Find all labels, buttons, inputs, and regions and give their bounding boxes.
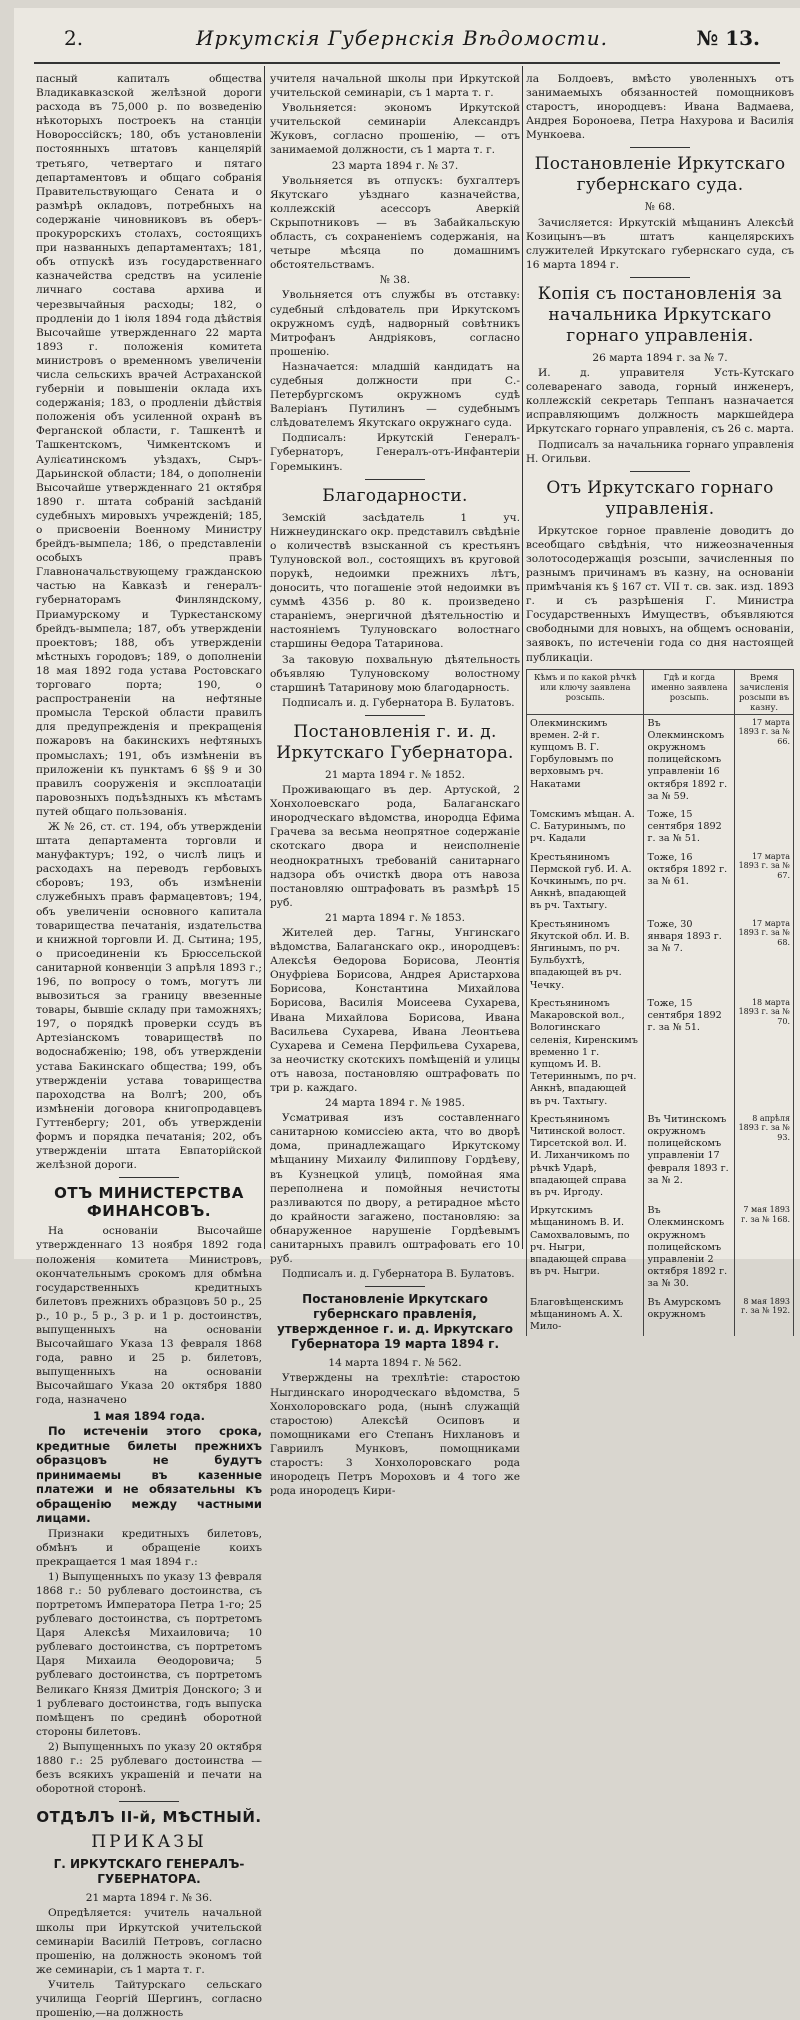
order-date: 23 марта 1894 г. № 37.: [331, 159, 459, 172]
separator: [630, 471, 690, 472]
order-date: 14 марта 1894 г. № 562.: [328, 1357, 462, 1370]
paragraph: На основаніи Высочайше утвержденнаго 13 ноября 1892 года положенія комитета Министровъ, окончательнымъ срокомъ для обмѣна государственныхъ кредитныхъ билетовъ прежнихъ образцовъ 50 р., 25 р., 10 р., 5 р., 3 р. и 1 р. достоинствъ, выпущенныхъ на основаніи Высочайшаго Указа 13 февраля 1868 года, равно и 25 р. билетовъ, выпущенныхъ на основаніи Высочайшаго Указа 20 октября 1880 года, назначено: [36, 1225, 262, 1407]
order-date: 21 марта 1894 г. № 1852.: [324, 768, 466, 781]
column-header: Гдѣ и когда именно заявлена розсыпь.: [644, 669, 735, 714]
deadline-date: 1 мая 1894 года.: [93, 1408, 205, 1423]
header-rule: [34, 62, 780, 64]
table-cell: Благовѣщенскимъ мѣщаниномъ А. Х. Мило-: [527, 1294, 644, 1337]
paragraph: Увольняется въ отпускъ: бухгалтеръ Якутскаго уѣзднаго казначейства, коллежскій асессоръ Аверкій Скрыпотниковъ — въ Забайкальскую область, съ сохраненіемъ содержанія, на четыре мѣсяца по домашнимъ обстоятельствамъ.: [270, 174, 520, 272]
paragraph: Усматривая изъ составленнаго санитарною комиссіею акта, что во дворѣ дома, принадлежащаго Иркутскому мѣщанину Михаилу Филиппову Гордѣеву, въ Кузнецкой улицѣ, помойная яма переполнена и помойныя нечистоты разливаются по двору, а ретирадное мѣсто до крайности загажено, постановляю: за обнаруженное нарушеніе Гордѣевымъ санитарныхъ правилъ оштрафовать его 10 руб.: [270, 1112, 520, 1266]
separator: [119, 1801, 179, 1802]
signature: Подписалъ за начальника горнаго управленія Н. Огильви.: [526, 438, 794, 465]
paragraph: Земскій засѣдатель 1 уч. Нижнеудинскаго окр. представилъ свѣдѣніе о количествѣ взысканной съ крестьянъ Тулуновской вол., состоящихъ въ круговой порукѣ, недоимки прежнихъ лѣтъ, доносить, что погашеніе этой недоимки въ суммѣ 4356 р. 80 к. произведено стараніемъ, энергичной дѣятельностію и настояніемъ Тулуновскаго волостнаго старшины Ѳедора Татаринова.: [270, 511, 520, 651]
section-heading-board: Постановленіе Иркутскаго губернскаго правленія, утвержденное г. и. д. Иркутскаго Губернатора 19 марта 1894 г.: [276, 1292, 513, 1352]
section-heading-thanks: Благодарности.: [322, 485, 468, 506]
signature: Подписалъ: Иркутскій Генералъ-Губернаторъ, Генералъ-отъ-Инфантеріи Горемыкинъ.: [270, 432, 520, 473]
table-row: [527, 1202, 794, 1293]
table-header-row: [527, 669, 794, 714]
signature: Подписалъ и. д. Губернатора В. Булатовъ.: [282, 1268, 515, 1281]
paragraph: Увольняется отъ службы въ отставку: судебный слѣдователь при Иркутскомъ окружномъ судѣ, надворный совѣтникъ Митрофанъ Андріяковъ, согласно прошенію.: [270, 289, 520, 358]
table-cell: Крестьяниномъ Якутской обл. И. В. Янгинымъ, по рч. Бульбухтѣ, впадающей въ рч. Чечку.: [527, 916, 644, 995]
table-cell: 18 марта 1893 г. за № 70.: [735, 995, 794, 1111]
heading-prikazy: ПРИКАЗЫ: [91, 1832, 207, 1853]
order-date: 26 марта 1894 г. за № 7.: [592, 351, 728, 364]
paragraph: По истеченіи этого срока, кредитные билеты прежнихъ образцовъ не будутъ принимаемы въ казенные платежи и не обязательны къ обращенію между частными лицами.: [36, 1424, 262, 1526]
table-cell: Тоже, 16 октября 1892 г. за № 61.: [644, 849, 735, 916]
table-cell: Въ Олекминскомъ окружномъ полицейскомъ управленіи 16 октября 1892 г. за № 59.: [644, 714, 735, 806]
paragraph: пасный капиталъ общества Владикавказской желѣзной дороги расхода въ 75,000 р. по возведенію нѣкоторыхъ построекъ на станціи Новороссійскъ; 180, объ установленіи постоянныхъ штатовъ канцелярій третьяго, четвертаго и пятаго департаментовъ и общаго собранія Правительствующаго Сената и о размѣрѣ окладовъ, потребныхъ на содержаніе чиновниковъ въ оберъ-прокурорскихъ столахъ, состоящихъ при названныхъ департаментахъ; 181, объ отпускѣ изъ государственнаго казначейства средствъ на усиленіе личнаго состава архива и черезвычайныя расходы; 182, о продленіи до 1 іюля 1894 года дѣйствія Высочайше утвержденнаго 22 марта 1893 г. положенія комитета министровъ о временномъ увеличеніи числа сельскихъ врачей Астраханской губерніи и повышеніи оклада ихъ содержанія; 183, о продленіи дѣйствія положенія объ усиленной охранѣ въ Ферганской области, г. Ташкентѣ и Ташкентскомъ, Чимкентскомъ и Аулієатинскомъ уѣздахъ, Сыръ-Дарьинской области; 184, о дополненіи Высочайше утвержденнаго 21 октября 1890 г. штата собраній засѣданій судебныхъ мировыхъ учрежденій; 185, о присвоеніи Военному Министру брейдъ-вымпела; 186, о представленіи особыхъ правъ Главноначальствующему гражданскою частью на Кавказѣ и генералъ-губернаторамъ Финляндскому, Приамурскому и Туркестанскому брейдъ-вымпела; 187, объ утвержденіи проектовъ; 188, объ утвержденіи мѣстныхъ городовъ; 189, о дополненіи 18 мая 1892 года устава Ростовскаго торговаго порта; 190, о распространеніи на нефтяные промысла Терской области правилъ для предупрежденія и прекращенія пожаровъ на бакинскихъ нефтяныхъ промыслахъ; 191, объ измѣненіи въ приложеніи къ пунктамъ 6 §§ 9 и 30 правилъ сооруженія и эксплоатаціи паровозныхъ подъѣздныхъ къ мѣстамъ путей общаго пользованія.: [36, 73, 262, 818]
separator: [630, 147, 690, 148]
paragraph: 1) Выпущенныхъ по указу 13 февраля 1868 г.: 50 рублеваго достоинства, съ портретомъ Императора Петра 1-го; 25 рублеваго достоинства, съ портретомъ Царя Алексѣя Михаиловича; 10 рублеваго достоинства, съ портретомъ Царя Михаила Ѳеодоровича; 5 рублеваго достоинства, съ портретомъ Великаго Князя Дмитрія Донского; 3 и 1 рублеваго достоинства, годъ выпуска помѣщенъ по срединѣ оборотной стороны билетовъ.: [36, 1570, 262, 1738]
separator: [365, 479, 425, 480]
paragraph: Утверждены на трехлѣтіе: старостою Ныгдинскаго инородческаго вѣдомства, 5 Хонхолоровскаго рода, (нынѣ служащій старостою) Алексѣй Осиповъ и помощниками его Степанъ Нихлановъ и Гавриилъ Мунковъ, помощниками старостъ: 3 Хонхолоровскаго рода инородецъ Петръ Мороховъ и 4 того же рода инородецъ Кири-: [270, 1372, 520, 1498]
paragraph: 2) Выпущенныхъ по указу 20 октября 1880 г.: 25 рублеваго достоинства — безъ всякихъ украшеній и печати на оборотной сторонѣ.: [36, 1740, 262, 1796]
signature: Подписалъ и. д. Губернатора В. Булатовъ.: [282, 696, 515, 709]
order-number: № 38.: [379, 274, 411, 287]
column-header: Кѣмъ и по какой рѣчкѣ или ключу заявлена розсыпь.: [527, 669, 644, 714]
table-cell: 8 апрѣля 1893 г. за № 93.: [735, 1111, 794, 1202]
table-cell: 17 марта 1893 г. за № 68.: [735, 916, 794, 995]
order-date: 21 марта 1894 г. № 1853.: [324, 911, 466, 924]
table-row: [527, 714, 794, 806]
table-row: [527, 916, 794, 995]
section-heading-governor: Постановленія г. и. д. Иркутскаго Губернатора.: [276, 721, 514, 763]
separator: [365, 1286, 425, 1287]
table-cell: Крестьяниномъ Читинской волост. Тирсетской вол. И. И. Лиханчикомъ по рѣчкѣ Ударѣ, впадающей справа въ рч. Иргоду.: [527, 1111, 644, 1202]
column-3: [526, 72, 794, 1332]
paragraph: Опредѣляется: учитель начальной школы при Иркутской учительской семинаріи Василій Петровъ, согласно прошенію, на должность экономъ той же семинаріи, съ 1 марта т. г.: [36, 1907, 262, 1976]
table-cell: Крестьяниномъ Пермской губ. И. А. Кочкинымъ, по рч. Анкнѣ, впадающей въ рч. Тахтыгу.: [527, 849, 644, 916]
column-2: [270, 72, 520, 1498]
table-cell: Тоже, 30 января 1893 г. за № 7.: [644, 916, 735, 995]
heading-governor-general: Г. ИРКУТСКАГО ГЕНЕРАЛЪ-ГУБЕРНАТОРА.: [53, 1857, 245, 1887]
order-date: 24 марта 1894 г. № 1985.: [324, 1097, 466, 1110]
paragraph: ла Болдоевъ, вмѣсто уволенныхъ отъ занимаемыхъ обязанностей помощниковъ старостъ, инородцевъ: Ивана Вадмаева, Андрея Бороноева, Петра Нахурова и Василія Мункоева.: [526, 73, 794, 142]
paragraph: Зачисляется: Иркутскій мѣщанинъ Алексѣй Козицынъ—въ штатъ канцелярскихъ служителей Иркутскаго губернскаго суда, съ 16 марта 1894 г.: [526, 216, 794, 271]
table-row: [527, 806, 794, 849]
paragraph: Учитель Тайтурскаго сельскаго училища Георгій Шергинъ, согласно прошенію,—на должность: [36, 1978, 262, 2020]
section-heading-ministry: ОТЪ МИНИСТЕРСТВА ФИНАНСОВЪ.: [54, 1184, 244, 1221]
column-divider: [264, 66, 265, 1249]
table-row: [527, 849, 794, 916]
table-row: [527, 1111, 794, 1202]
placer-register-table: [526, 669, 794, 1337]
section-heading-otdel: ОТДѢЛЪ II-й, МѢСТНЫЙ.: [36, 1808, 262, 1827]
order-date: 21 марта 1894 г. № 36.: [85, 1892, 213, 1905]
table-cell: [735, 806, 794, 849]
paragraph: учителя начальной школы при Иркутской учительской семинаріи, съ 1 марта т. г.: [270, 73, 520, 100]
table-cell: Томскимъ мѣщан. А. С. Батуринымъ, по рч. Кадали: [527, 806, 644, 849]
paragraph: Увольняется: экономъ Иркутской учительской семинаріи Александръ Жуковъ, согласно прошенію, — отъ занимаемой должности, съ 1 марта т. г.: [270, 102, 520, 157]
paragraph: Назначается: младшій кандидатъ на судебныя должности при С.-Петербургскомъ окружномъ судѣ Валеріанъ Путилинъ — судебнымъ слѣдователемъ Якутскаго окружнаго суда.: [270, 360, 520, 430]
table-cell: 17 марта 1893 г. за № 67.: [735, 849, 794, 916]
page-number: 2.: [64, 26, 84, 50]
table-cell: Въ Читинскомъ окружномъ полицейскомъ управленіи 17 февраля 1893 г. за № 2.: [644, 1111, 735, 1202]
section-heading-mining-board: Отъ Иркутскаго горнаго управленія.: [546, 477, 774, 519]
separator: [630, 277, 690, 278]
table-cell: Тоже, 15 сентября 1892 г. за № 51.: [644, 995, 735, 1111]
table-cell: Тоже, 15 сентября 1892 г. за № 51.: [644, 806, 735, 849]
newspaper-page: [14, 8, 800, 2020]
column-divider: [522, 66, 523, 1249]
paragraph: Ж № 26, ст. ст. 194, объ утвержденіи штата департамента торговли и мануфактуръ; 192, о числѣ лицъ и расходахъ на переводъ гербовыхъ сборовъ; 193, объ измѣненіи служебныхъ правъ фармацевтовъ; 194, объ увеличеніи основного капитала товарищества печатанія, издательства и книжной торговли И. Д. Сытина; 195, о присоединеніи къ Брюссельской санитарной конвенціи 3 апрѣля 1893 г.; 196, по вопросу о томъ, могутъ ли вывозиться за границу ввезенные товары, бывшіе складу при таможняхъ; 197, о порядкѣ проверки ссудъ въ Артезіанскомъ товариществѣ по водоснабженію; 198, объ утвержденіи устава Бакинскаго общества; 199, объ утвержденіи устава товарищества пароходства на Волгѣ; 200, объ измѣненіи договора книгопродавцевъ Гуттенбергу; 201, объ утвержденіи формъ и порядка печатанія; 202, объ утвержденіи штата Евпаторійской желѣзной дороги.: [36, 820, 262, 1172]
table-cell: Олекминскимъ времен. 2-й г. купцомъ В. Г. Горбуловымъ по верховымъ рч. Накатами: [527, 714, 644, 806]
section-heading-court: Постановленіе Иркутскаго губернскаго суда.: [534, 154, 786, 196]
table-cell: Крестьяниномъ Макаровской вол., Вологинскаго селенія, Киренскимъ временно 1 г. купцомъ И. В. Тетериннымъ, по рч. Анкнѣ, впадающей въ рч. Тахтыгу.: [527, 995, 644, 1111]
table-cell: Иркутскимъ мѣщаниномъ В. И. Самохваловымъ, по рч. Ныгри, впадающей справа въ рч. Ныгри.: [527, 1202, 644, 1293]
table-row: [527, 1294, 794, 1337]
paragraph: Иркутское горное правленіе доводитъ до всеобщаго свѣдѣнія, что нижеозначенныя золотосодержащія розсыпи, зачисленныя по разнымъ причинамъ въ казну, на основаніи примѣчанія къ § 167 ст. VII т. св. зак. изд. 1893 г. и съ разрѣшенія Г. Министра Государственныхъ Имуществъ, объявляются свободными для новыхъ, на общемъ основаніи, заявокъ, по истеченіи года со дня настоящей публикаціи.: [526, 524, 794, 664]
order-number: № 68.: [644, 201, 676, 214]
issue-number: № 13.: [696, 26, 760, 50]
newspaper-title: Иркутскія Губернскія Вѣдомости.: [196, 26, 608, 50]
table-cell: Въ Олекминскомъ окружномъ полицейскомъ управленіи 2 октября 1892 г. за № 30.: [644, 1202, 735, 1293]
paragraph: Проживающаго въ дер. Артуской, 2 Хонхолоевскаго рода, Балаганскаго инородческаго вѣдомства, инородца Ефима Грачева за весьма неопрятное содержаніе скотскаго двора и неисполненіе неоднократныхъ требованій санитарнаго надзора объ очисткѣ двора отъ навоза постановляю оштрафовать въ размѣрѣ 15 руб.: [270, 784, 520, 909]
table-cell: Въ Амурскомъ окружномъ: [644, 1294, 735, 1337]
paragraph: Признаки кредитныхъ билетовъ, обмѣнъ и обращеніе коихъ прекращается 1 мая 1894 г.:: [36, 1527, 262, 1568]
section-heading-mining: Копія съ постановленія за начальника Иркутскаго горнаго управленія.: [537, 283, 783, 346]
paragraph: И. д. управителя Усть-Кутскаго солеваренаго завода, горный инженеръ, коллежскій секретарь Теппанъ назначается исправляющимъ должность маркшейдера Иркутскаго горнаго управленія, съ 26 с. марта.: [526, 367, 794, 436]
paragraph: Жителей дер. Тагны, Унгинскаго вѣдомства, Балаганскаго окр., инородцевъ: Алексѣя Ѳедорова Борисова, Леонтія Онуфріева Борисова, Андрея Аристархова Борисова, Константина Михайлова Борисова, Василія Моисеева Сухарева, Ивана Михайлова Борисова, Ивана Васильева Сухарева, Ивана Леонтьева Сухарева и Семена Перфильева Сухарева, за неочистку скотскихъ помѣщеній и улицы отъ навоза, постановляю оштрафовать по три р. каждаго.: [270, 926, 520, 1094]
separator: [119, 1177, 179, 1178]
paragraph: За таковую похвальную дѣятельность объявляю Тулуновскому волостному старшинѣ Татаринову мою благодарность.: [270, 653, 520, 694]
column-1: [36, 72, 262, 2020]
table-row: [527, 995, 794, 1111]
separator: [365, 715, 425, 716]
table-cell: 17 марта 1893 г. за № 66.: [735, 714, 794, 806]
table-cell: 7 мая 1893 г. за № 168.: [735, 1202, 794, 1293]
table-cell: 8 мая 1893 г. за № 192.: [735, 1294, 794, 1337]
page-header: [34, 26, 770, 52]
column-header: Время зачисленія розсыпи въ казну.: [735, 669, 794, 714]
